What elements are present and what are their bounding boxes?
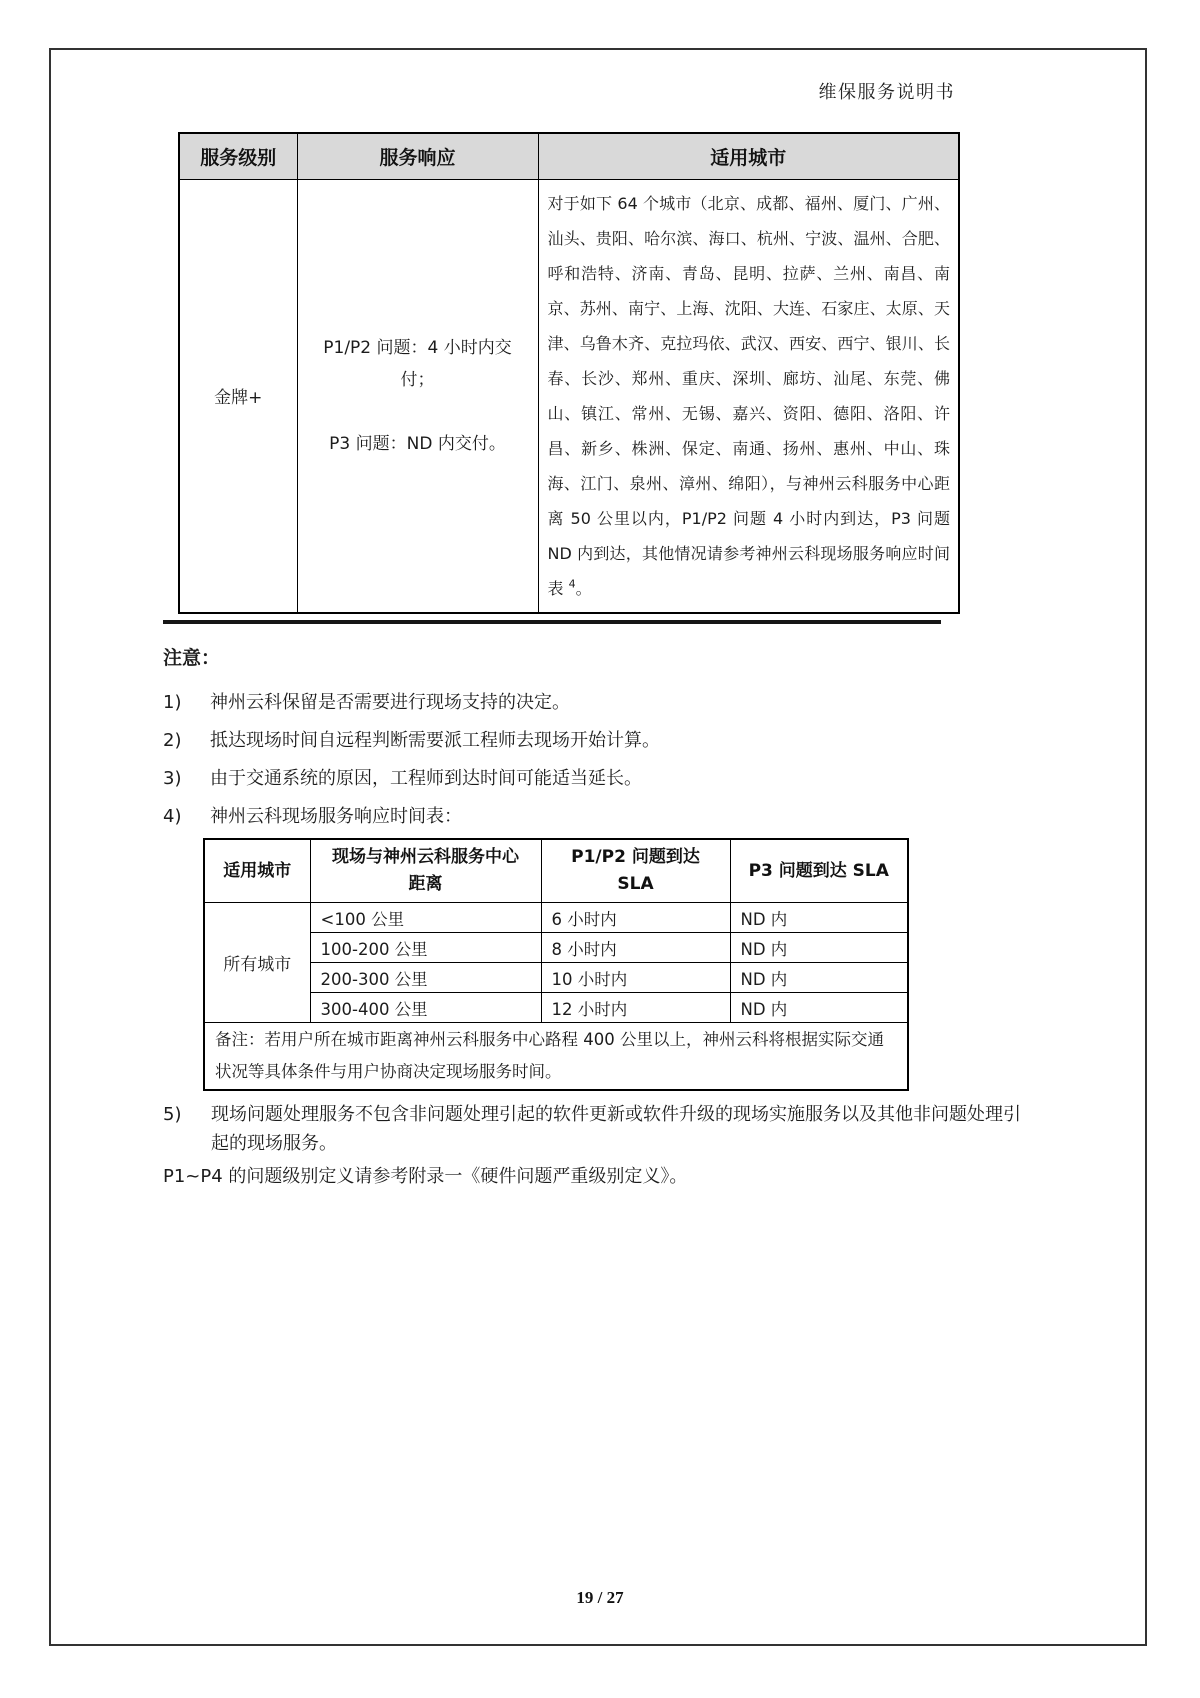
sla-header-distance	[310, 839, 541, 903]
applicable-cities-cell	[538, 179, 959, 613]
sla-p12-3: 10 小时内	[541, 963, 730, 993]
notes-section	[163, 643, 1043, 843]
note-4-number: 4)	[163, 806, 182, 827]
sla-header-p1p2-line1: P1/P2 问题到达	[571, 847, 700, 867]
note-item-2	[163, 729, 1043, 752]
sla-header-row	[204, 839, 908, 903]
sla-distance-1: <100 公里	[310, 903, 541, 933]
sla-header-p1p2	[541, 839, 730, 903]
sla-header-p3: P3 问题到达 SLA	[730, 839, 908, 903]
sla-row-4	[204, 993, 908, 1023]
sla-header-distance-line2: 距离	[408, 874, 443, 894]
onsite-sla-table	[203, 838, 909, 1091]
sla-p3-3: ND 内	[730, 963, 908, 993]
response-p1p2: P1/P2 问题：4 小时内交付；	[323, 337, 512, 390]
closing-text: P1~P4 的问题级别定义请参考附录一《硬件问题严重级别定义》。	[163, 1166, 688, 1187]
note-2-text: 抵达现场时间自远程判断需要派工程师去现场开始计算。	[210, 730, 660, 751]
sla-distance-4: 300-400 公里	[310, 993, 541, 1023]
note-1-text: 神州云科保留是否需要进行现场支持的决定。	[210, 692, 570, 713]
service-level-table	[178, 132, 960, 614]
sla-row-1	[204, 903, 908, 933]
sla-remark-row	[204, 1023, 908, 1091]
cities-footnote-ref: 4	[568, 577, 576, 591]
notes-title: 注意：	[163, 647, 221, 669]
note-item-4	[163, 805, 1043, 828]
note-3-number: 3)	[163, 768, 182, 789]
document-header-title: 维保服务说明书	[818, 82, 955, 102]
sla-p3-4: ND 内	[730, 993, 908, 1023]
service-table-body-row	[179, 179, 959, 613]
note-2-number: 2)	[163, 730, 182, 751]
sla-remark-cell: 备注：若用户所在城市距离神州云科服务中心路程 400 公里以上，神州云科将根据实际交通状况等具体条件与用户协商决定现场服务时间。	[204, 1023, 908, 1091]
sla-p12-2: 8 小时内	[541, 933, 730, 963]
service-level-cell: 金牌+	[179, 179, 297, 613]
sla-p3-2: ND 内	[730, 933, 908, 963]
header-service-response: 服务响应	[297, 133, 538, 179]
cities-text: 对于如下 64 个城市（北京、成都、福州、厦门、广州、汕头、贵阳、哈尔滨、海口、杭州、宁波、温州、合肥、呼和浩特、济南、青岛、昆明、拉萨、兰州、南昌、南京、苏州、南宁、上海、沈阳、大连、石家庄、太原、天津、乌鲁木齐、克拉玛依、武汉、西安、西宁、银川、长春、长沙、郑州、重庆、深圳、廊坊、汕尾、东莞、佛山、镇江、常州、无锡、嘉兴、资阳、德阳、洛阳、许昌、新乡、株洲、保定、南通、扬州、惠州、中山、珠海、江门、泉州、漳州、绵阳），与神州云科服务中心距离 50 公里以内，P1/P2 问题 4 小时内到达，P3 问题 ND 内到达，其他情况请参考神州云科现场服务响应时间表	[547, 193, 950, 598]
header-applicable-cities: 适用城市	[538, 133, 959, 179]
note-4-text: 神州云科现场服务响应时间表：	[210, 806, 462, 827]
note-1-number: 1)	[163, 692, 182, 713]
sla-header-city: 适用城市	[204, 839, 310, 903]
sla-p3-1: ND 内	[730, 903, 908, 933]
sla-distance-2: 100-200 公里	[310, 933, 541, 963]
response-p3: P3 问题：ND 内交付。	[329, 433, 506, 454]
note-3-text: 由于交通系统的原因，工程师到达时间可能适当延长。	[210, 768, 642, 789]
service-table-header-row	[179, 133, 959, 179]
service-response-cell	[297, 179, 538, 613]
sla-distance-3: 200-300 公里	[310, 963, 541, 993]
note-item-1	[163, 691, 1043, 714]
note-5-text: 现场问题处理服务不包含非问题处理引起的软件更新或软件升级的现场实施服务以及其他非问题处理引起的现场服务。	[211, 1104, 1021, 1154]
sla-header-p1p2-line2: SLA	[617, 874, 654, 894]
sla-p12-4: 12 小时内	[541, 993, 730, 1023]
sla-row-2	[204, 933, 908, 963]
sla-row-3	[204, 963, 908, 993]
sla-scope-cell: 所有城市	[204, 903, 310, 1023]
note-5-number: 5)	[163, 1104, 182, 1125]
section-divider-rule	[163, 620, 941, 624]
header-service-level: 服务级别	[179, 133, 297, 179]
page-number: 19 / 27	[576, 1588, 624, 1607]
sla-p12-1: 6 小时内	[541, 903, 730, 933]
note-item-5	[163, 1100, 1025, 1158]
cities-period: 。	[575, 578, 592, 598]
sla-header-distance-line1: 现场与神州云科服务中心	[332, 847, 519, 867]
note-item-3	[163, 767, 1043, 790]
